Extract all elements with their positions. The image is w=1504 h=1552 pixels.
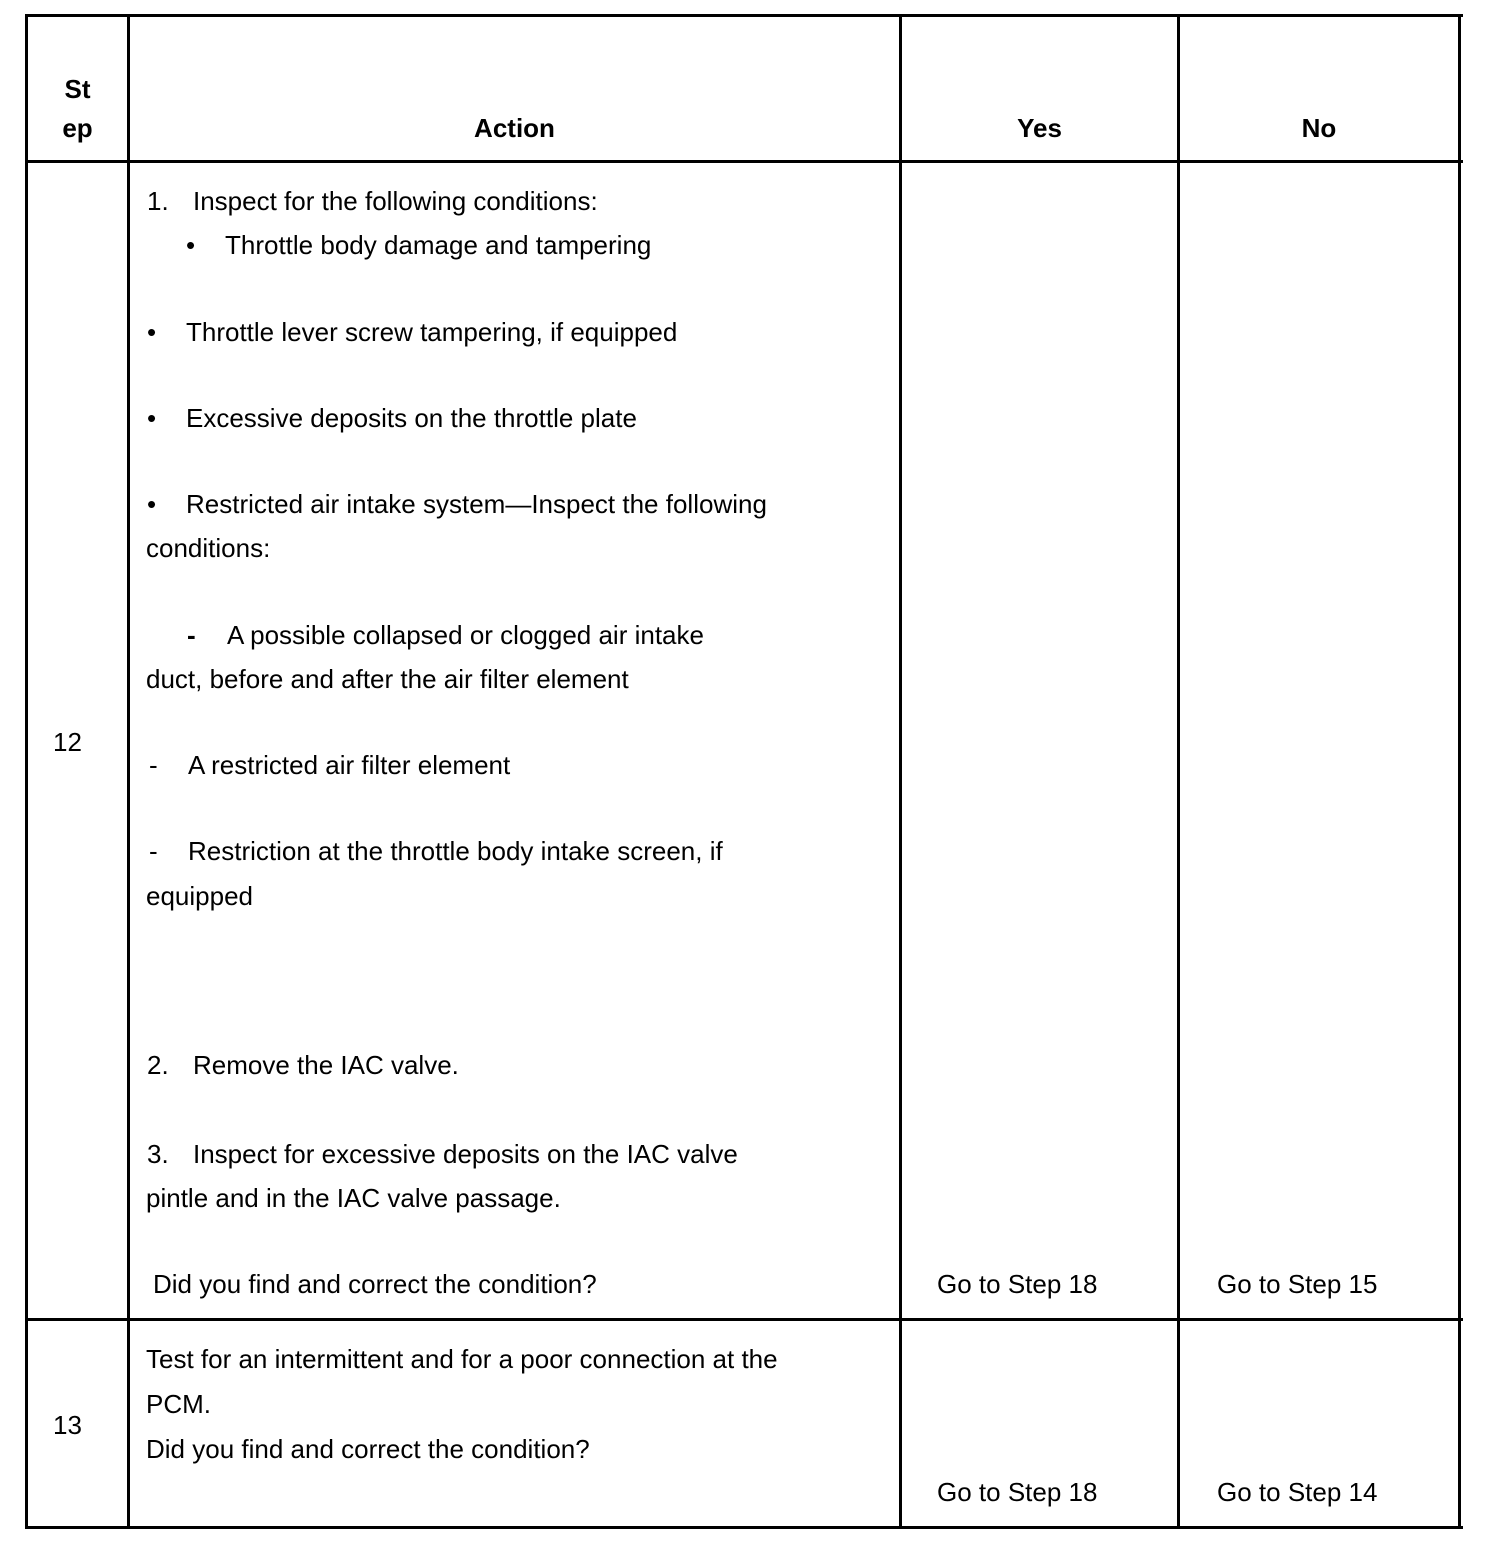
table-border-right bbox=[1458, 14, 1461, 1529]
action-text: duct, before and after the air filter element bbox=[146, 664, 629, 694]
table-column-divider-yes bbox=[1177, 14, 1180, 1529]
action-text: Throttle lever screw tampering, if equipped bbox=[186, 317, 678, 347]
action-text: Remove the IAC valve. bbox=[193, 1050, 459, 1080]
dash-icon: - bbox=[149, 836, 158, 866]
bullet-icon: • bbox=[147, 489, 157, 519]
list-number: 1. bbox=[147, 186, 169, 216]
table-border-row-divider bbox=[25, 1318, 1463, 1321]
action-text: Restriction at the throttle body intake screen, if bbox=[188, 836, 723, 866]
action-text: A possible collapsed or clogged air intake bbox=[227, 620, 704, 650]
table-border-left bbox=[25, 14, 28, 1529]
dash-icon: - bbox=[149, 750, 158, 780]
header-action: Action bbox=[474, 113, 555, 143]
table-border-bottom bbox=[25, 1526, 1463, 1529]
action-text: conditions: bbox=[146, 533, 271, 563]
action-question: Did you find and correct the condition? bbox=[146, 1434, 590, 1464]
action-text: Excessive deposits on the throttle plate bbox=[186, 403, 637, 433]
table-column-divider-step bbox=[127, 14, 130, 1529]
list-number: 2. bbox=[147, 1050, 169, 1080]
no-outcome: Go to Step 15 bbox=[1217, 1269, 1378, 1299]
header-step-line2: ep bbox=[62, 113, 93, 143]
yes-outcome: Go to Step 18 bbox=[937, 1269, 1098, 1299]
no-outcome: Go to Step 14 bbox=[1217, 1477, 1378, 1507]
action-text: Inspect for the following conditions: bbox=[193, 186, 598, 216]
action-text: pintle and in the IAC valve passage. bbox=[146, 1183, 561, 1213]
header-no: No bbox=[1301, 113, 1337, 143]
action-text: Inspect for excessive deposits on the IAC valve bbox=[193, 1139, 738, 1169]
yes-outcome: Go to Step 18 bbox=[937, 1477, 1098, 1507]
row-step-number: 13 bbox=[53, 1410, 82, 1440]
dash-icon: - bbox=[187, 620, 196, 650]
table-border-top bbox=[25, 14, 1463, 17]
header-step-line1: St bbox=[64, 74, 91, 104]
action-text: equipped bbox=[146, 881, 253, 911]
action-question: Did you find and correct the condition? bbox=[153, 1269, 597, 1299]
action-text: A restricted air filter element bbox=[188, 750, 511, 780]
action-text: Restricted air intake system—Inspect the following bbox=[186, 489, 767, 519]
action-text: PCM. bbox=[146, 1389, 211, 1419]
list-number: 3. bbox=[147, 1139, 169, 1169]
action-text: Throttle body damage and tampering bbox=[225, 230, 652, 260]
bullet-icon: • bbox=[147, 403, 157, 433]
bullet-icon: • bbox=[147, 317, 157, 347]
table-column-divider-action bbox=[899, 14, 902, 1529]
header-yes: Yes bbox=[1017, 113, 1062, 143]
row-step-number: 12 bbox=[53, 727, 82, 757]
table-border-header-bottom bbox=[25, 160, 1463, 163]
bullet-icon: • bbox=[186, 230, 196, 260]
action-text: Test for an intermittent and for a poor connection at the bbox=[146, 1344, 778, 1374]
